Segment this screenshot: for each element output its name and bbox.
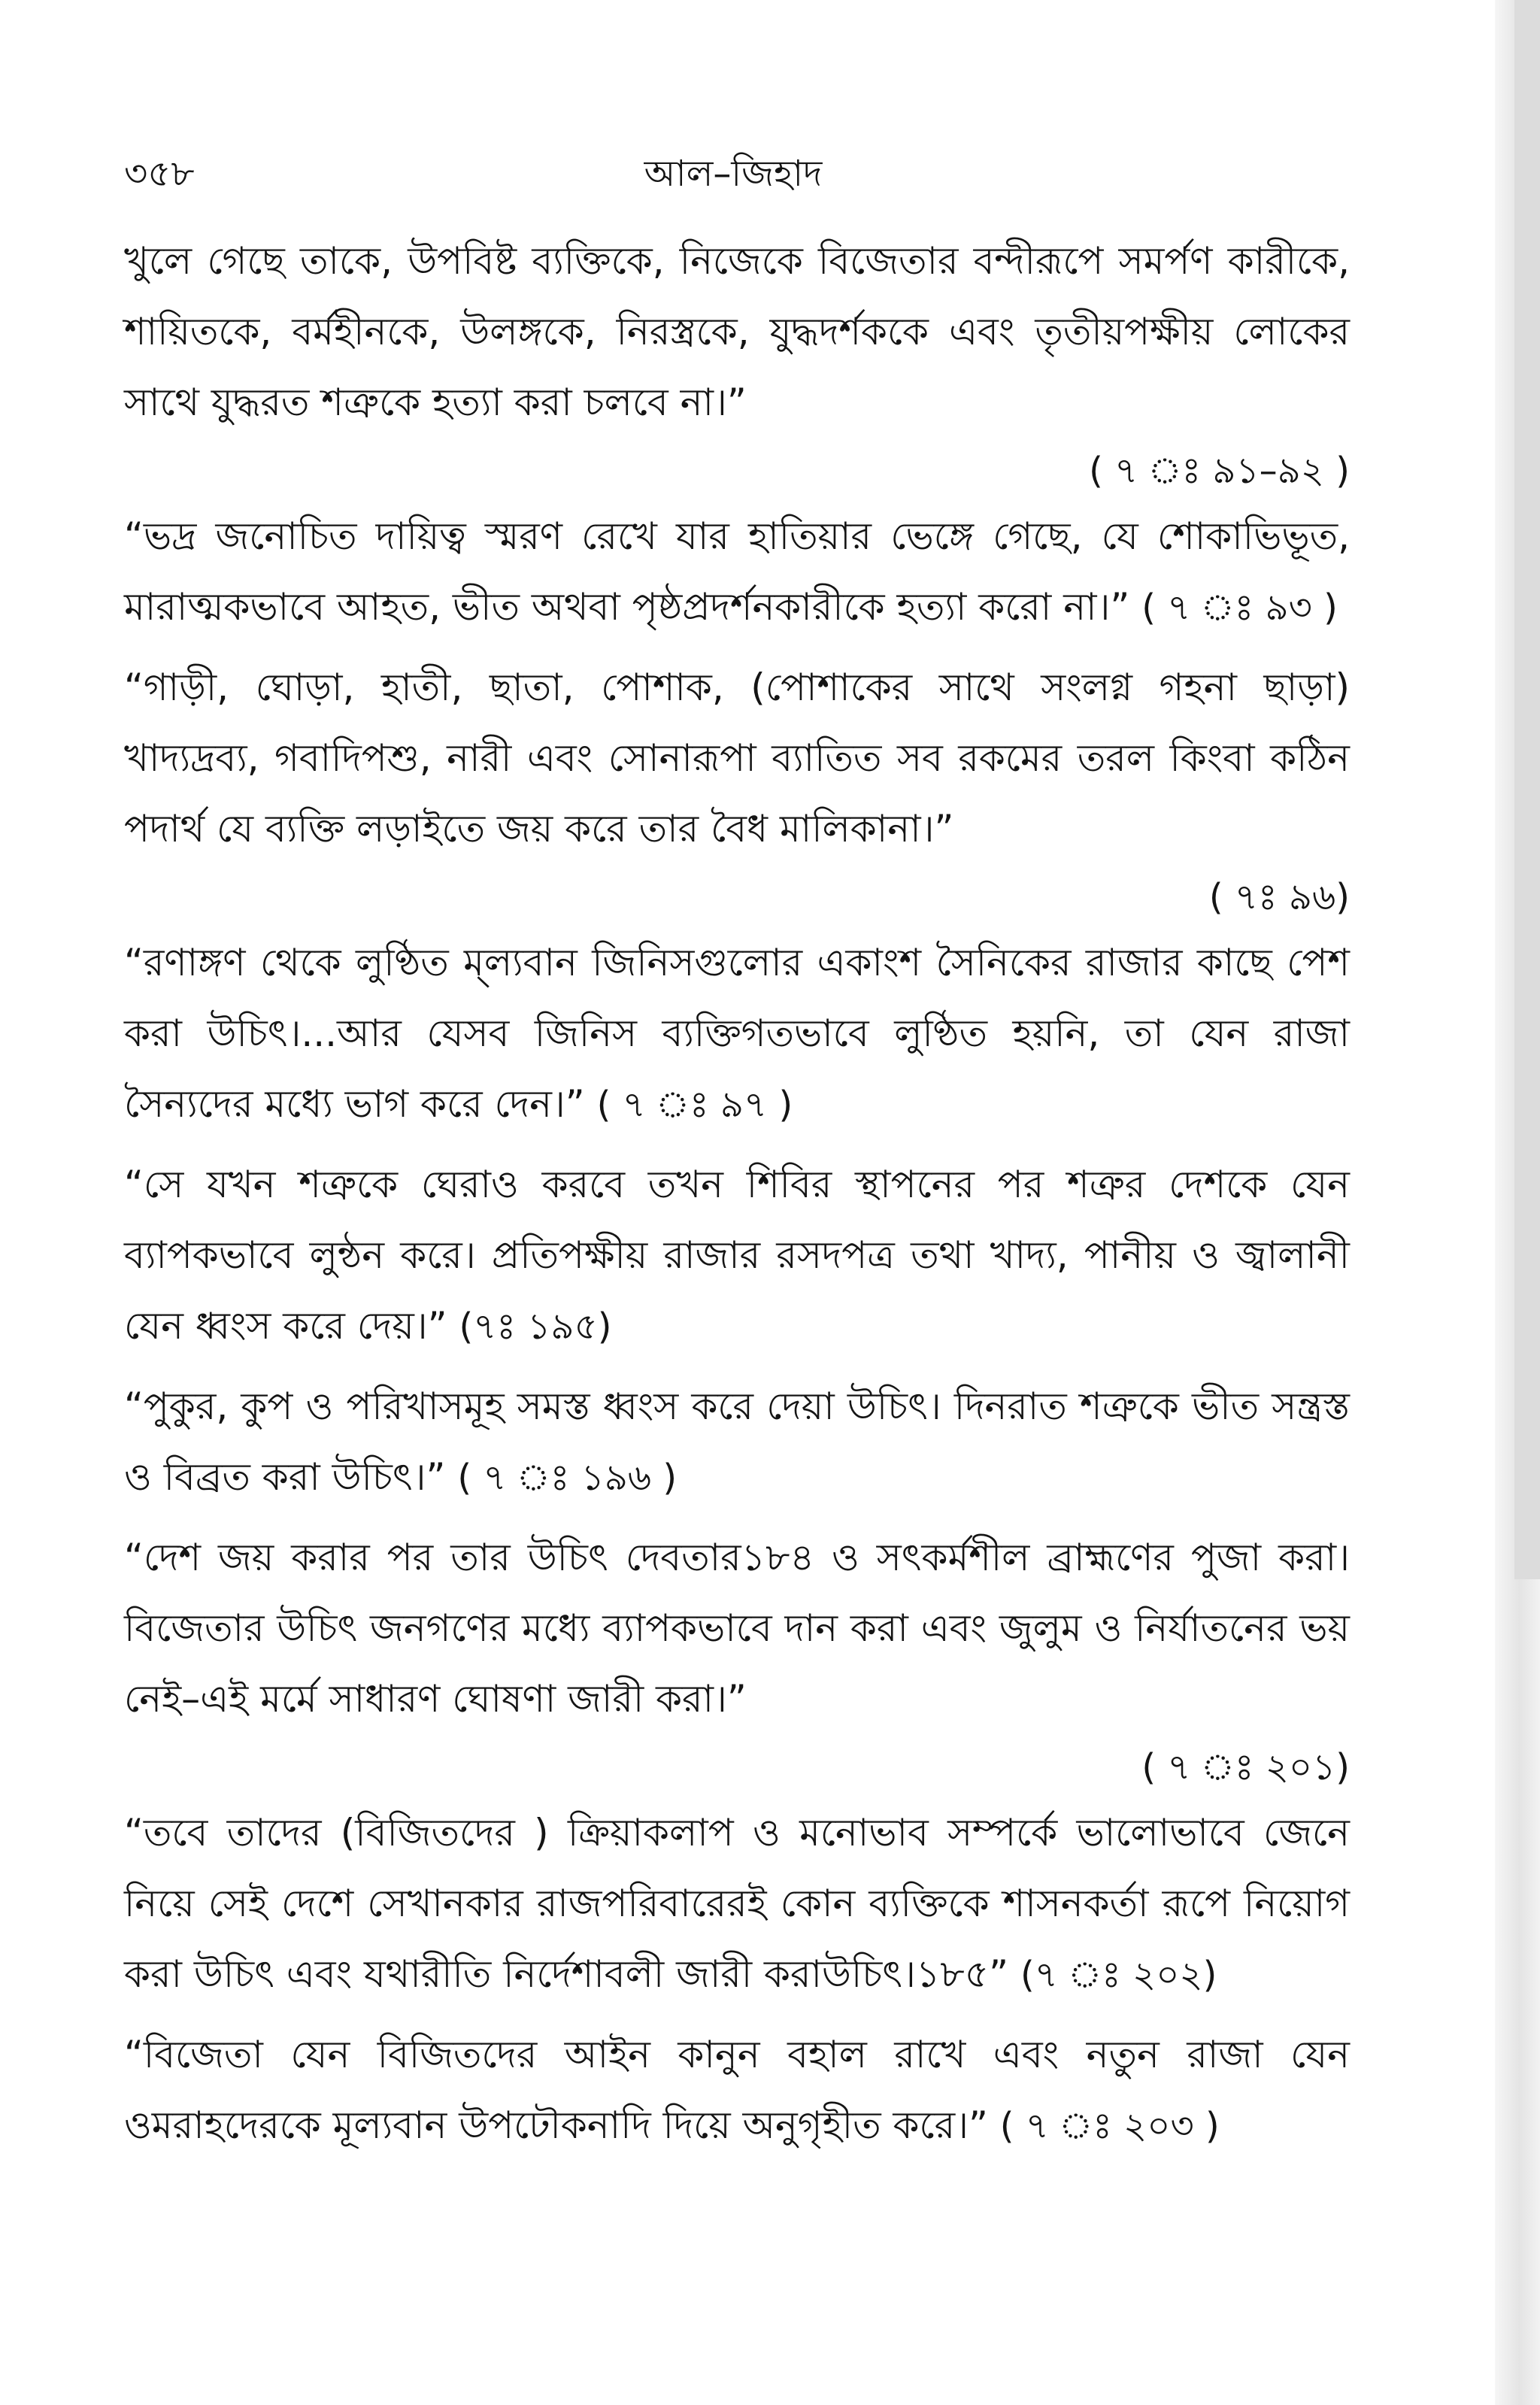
paragraph-text: খুলে গেছে তাকে, উপবিষ্ট ব্যক্তিকে, নিজেকে বিজেতার বন্দীরূপে সমর্পণ কারীকে, শায়িতকে, বর্মহীনকে, উলঙ্গকে, নিরস্ত্রকে, যুদ্ধদর্শককে এবং তৃতীয়পক্ষীয় লোকের সাথে যুদ্ধরত শত্রুকে হত্যা করা চলবে না।” — [124, 239, 1350, 424]
paragraph-text: “রণাঙ্গণ থেকে লুণ্ঠিত ম্‌ল্যবান জিনিসগুলোর একাংশ সৈনিকের রাজার কাছে পেশ করা উচিৎ।...আর যেসব জিনিস ব্যক্তিগতভাবে লুণ্ঠিত হয়নি, তা যেন রাজা সৈন্যদের মধ্যে ভাগ করে দেন।” — [124, 941, 1350, 1126]
paragraph-4 — [124, 927, 1350, 1140]
citation-5: (৭ঃ ১৯৫) — [459, 1306, 612, 1348]
running-title: আল–জিহাদ — [644, 153, 823, 195]
page-header — [124, 139, 1342, 207]
citation-4: ( ৭ ঃ ৯৭ ) — [596, 1084, 793, 1126]
page-edge-shadow — [1514, 0, 1540, 1579]
paragraph-6 — [124, 1371, 1350, 1513]
citation-9: ( ৭ ঃ ২০৩ ) — [999, 2105, 1220, 2147]
paragraph-text: “ভদ্র জনোচিত দায়িত্ব স্মরণ রেখে যার হাতিয়ার ভেঙ্গে গেছে, যে শোকাভিভূত, মারাত্মকভাবে আহত, ভীত অথবা পৃষ্ঠপ্রদর্শনকারীকে হত্যা করো না।” — [124, 514, 1350, 629]
page-number: ৩৫৮ — [124, 153, 195, 195]
paragraph-1 — [124, 226, 1350, 438]
citation-2: ( ৭ ঃ ৯৩ ) — [1141, 587, 1338, 629]
citation-6: ( ৭ ঃ ১৯৬ ) — [457, 1457, 678, 1499]
citation-1: ( ৭ ঃ ৯১–৯২ ) — [1089, 450, 1350, 492]
citation-7: ( ৭ ঃ ২০১) — [1141, 1746, 1350, 1788]
paragraph-text: “সে যখন শত্রুকে ঘেরাও করবে তখন শিবির স্থাপনের পর শত্রুর দেশকে যেন ব্যাপকভাবে লুন্ঠন করে। প্রতিপক্ষীয় রাজার রসদপত্র তথা খাদ্য, পানীয় ও জ্বালানী যেন ধ্বংস করে দেয়।” — [124, 1163, 1350, 1348]
paragraph-5 — [124, 1149, 1350, 1362]
paragraph-text: “গাড়ী, ঘোড়া, হাতী, ছাতা, পোশাক, (পোশাকের সাথে সংলগ্ন গহনা ছাড়া) খাদ্যদ্রব্য, গবাদিপশু, নারী এবং সোনারূপা ব্যাতিত সব রকমের তরল কিংবা কঠিন পদার্থ যে ব্যক্তি লড়াইতে জয় করে তার বৈধ মালিকানা।” — [124, 666, 1350, 851]
paragraph-9 — [124, 2019, 1350, 2161]
paragraph-3 — [124, 652, 1350, 864]
page-body — [124, 226, 1350, 2170]
paragraph-text: “দেশ জয় করার পর তার উচিৎ দেবতার১৮৪ ও সৎকর্মশীল ব্রাহ্মণের পুজা করা। বিজেতার উচিৎ জনগণের মধ্যে ব্যাপকভাবে দান করা এবং জুলুম ও নির্যাতনের ভয় নেই–এই মর্মে সাধারণ ঘোষণা জারী করা।” — [124, 1536, 1350, 1721]
paragraph-7 — [124, 1522, 1350, 1734]
paragraph-text: “তবে তাদের (বিজিতদের ) ক্রিয়াকলাপ ও মনোভাব সম্পর্কে ভালোভাবে জেনে নিয়ে সেই দেশে সেখানকার রাজপরিবারেরই কোন ব্যক্তিকে শাসনকর্তা রূপে নিয়োগ করা উচিৎ এবং যথারীতি নির্দেশাবলী জারী করাউচিৎ।১৮৫” — [124, 1811, 1350, 1996]
citation-8: (৭ ঃ ২০২) — [1020, 1954, 1217, 1996]
citation-3: ( ৭ঃ ৯৬) — [1208, 876, 1350, 918]
paragraph-text: “পুকুর, কুপ ও পরিখাসমূহ সমস্ত ধ্বংস করে দেয়া উচিৎ। দিনরাত শত্রুকে ভীত সন্ত্রস্ত ও বিব্রত করা উচিৎ।” — [124, 1384, 1350, 1499]
paragraph-text: “বিজেতা যেন বিজিতদের আইন কানুন বহাল রাখে এবং নতুন রাজা যেন ওমরাহদেরকে মূল্যবান উপঢৌকনাদি দিয়ে অনুগৃহীত করে।” — [124, 2033, 1350, 2147]
paragraph-8 — [124, 1797, 1350, 2010]
paragraph-2 — [124, 501, 1350, 643]
